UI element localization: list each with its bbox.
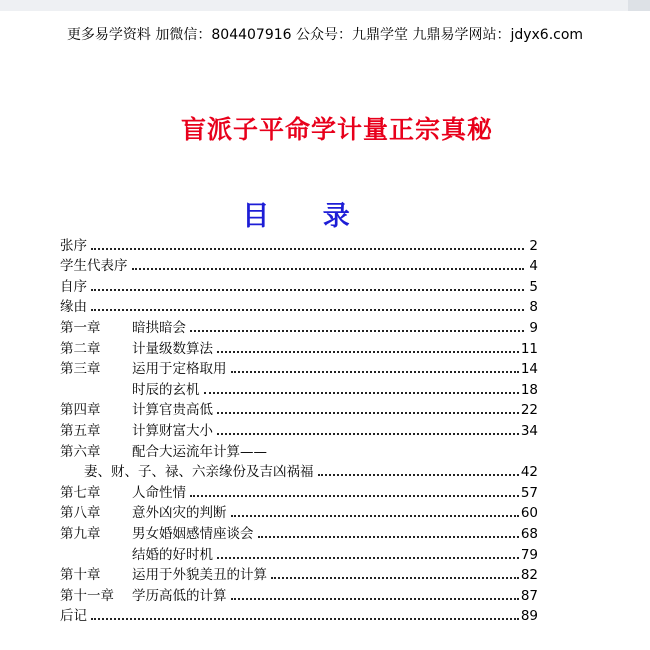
toc-page-number: 60 bbox=[520, 505, 538, 522]
toc-entry-title: 学历高低的计算 bbox=[132, 587, 227, 604]
toc-entry bbox=[60, 604, 538, 625]
toc-dot-leader bbox=[217, 350, 519, 353]
toc-page-number: 68 bbox=[520, 525, 538, 542]
toc-dot-leader bbox=[271, 576, 519, 579]
toc-dot-leader bbox=[91, 288, 524, 291]
toc-entry-title: 学生代表序 bbox=[60, 258, 128, 275]
toc-dot-leader bbox=[318, 473, 519, 476]
toc-entry-title: 人命性情 bbox=[132, 484, 186, 501]
toc-entry-title: 结婚的好时机 bbox=[132, 546, 213, 563]
toc-entry-title: 男女婚姻感情座谈会 bbox=[132, 525, 254, 542]
toc-page-number: 14 bbox=[520, 361, 538, 378]
toc-page-number: 4 bbox=[529, 258, 538, 275]
toc-entry bbox=[60, 233, 538, 254]
toc-page-number: 18 bbox=[520, 381, 538, 398]
toc-entry-title: 计量级数算法 bbox=[132, 340, 213, 357]
toc-entry bbox=[60, 336, 538, 357]
toc-page-number: 89 bbox=[520, 608, 538, 625]
toc-entry bbox=[60, 480, 538, 501]
toc-chapter-number: 第三章 bbox=[60, 361, 101, 378]
toc-entry bbox=[60, 460, 538, 481]
toc-entry-title: 妻、财、子、禄、六亲缘份及吉凶祸福 bbox=[84, 464, 314, 481]
toc-entry bbox=[60, 377, 538, 398]
toc-entry-title: 配合大运流年计算—— bbox=[132, 443, 267, 460]
toc-chapter-number: 第六章 bbox=[60, 443, 101, 460]
toc-dot-leader bbox=[91, 617, 519, 620]
toc-chapter-number: 第四章 bbox=[60, 402, 101, 419]
toc-chapter-number: 第一章 bbox=[60, 319, 101, 336]
toc-entry bbox=[60, 418, 538, 439]
toc-page-number: 2 bbox=[529, 237, 538, 254]
toc-chapter-number: 第五章 bbox=[60, 422, 101, 439]
toc-entry-title: 自序 bbox=[60, 278, 87, 295]
toc-entry-title: 运用于定格取用 bbox=[132, 361, 227, 378]
toc-entry bbox=[60, 563, 538, 584]
toc-entry-title: 暗拱暗会 bbox=[132, 319, 186, 336]
toc-dot-leader bbox=[217, 411, 519, 414]
toc-entry-title: 时辰的玄机 bbox=[132, 381, 200, 398]
toc-entry-title: 张序 bbox=[60, 237, 87, 254]
toc-heading: 目 录 bbox=[242, 201, 372, 232]
toc-page-number: 57 bbox=[520, 484, 538, 501]
toc-entry bbox=[60, 315, 538, 336]
toc-entry bbox=[60, 254, 538, 275]
toc-dot-leader bbox=[231, 514, 519, 517]
toc-entry bbox=[60, 357, 538, 378]
toc-dot-leader bbox=[190, 494, 519, 497]
toc-page-number: 42 bbox=[520, 464, 538, 481]
toc-chapter-number: 第八章 bbox=[60, 505, 101, 522]
toc-entry bbox=[60, 521, 538, 542]
toc-page-number: 79 bbox=[520, 546, 538, 563]
toc-dot-leader bbox=[204, 391, 519, 394]
toc-page-number: 8 bbox=[529, 299, 538, 316]
toc-entry-title: 缘由 bbox=[60, 299, 87, 316]
toc-chapter-number: 第二章 bbox=[60, 340, 101, 357]
toc-entry bbox=[60, 398, 538, 419]
toc-page-number: 11 bbox=[520, 340, 538, 357]
toc-page-number: 87 bbox=[520, 587, 538, 604]
toc-dot-leader bbox=[132, 267, 525, 270]
toc-entry bbox=[60, 274, 538, 295]
table-of-contents bbox=[60, 233, 538, 624]
toc-entry-title: 后记 bbox=[60, 608, 87, 625]
toc-dot-leader bbox=[91, 247, 524, 250]
header-promo-line: 更多易学资料 加微信：804407916 公众号：九鼎学堂 九鼎易学网站：jdyx6.com bbox=[66, 27, 584, 43]
toc-entry bbox=[60, 583, 538, 604]
toc-entry-title: 运用于外貌美丑的计算 bbox=[132, 567, 267, 584]
toc-dot-leader bbox=[231, 370, 519, 373]
toc-entry bbox=[60, 542, 538, 563]
toc-entry bbox=[60, 501, 538, 522]
toc-page-number: 34 bbox=[520, 422, 538, 439]
toc-chapter-number: 第十章 bbox=[60, 567, 101, 584]
document-title: 盲派子平命学计量正宗真秘 bbox=[180, 115, 493, 144]
toc-page-number: 5 bbox=[529, 278, 538, 295]
toc-dot-leader bbox=[217, 556, 519, 559]
toc-entry-title: 计算财富大小 bbox=[132, 422, 213, 439]
toc-dot-leader bbox=[217, 432, 519, 435]
toc-page-number: 22 bbox=[520, 402, 538, 419]
toc-dot-leader bbox=[231, 597, 519, 600]
toc-entry bbox=[60, 439, 538, 460]
toc-chapter-number: 第十一章 bbox=[60, 587, 114, 604]
window-corner-strip bbox=[628, 0, 650, 11]
toc-chapter-number: 第九章 bbox=[60, 525, 101, 542]
toc-page-number: 82 bbox=[520, 567, 538, 584]
toc-entry-title: 意外凶灾的判断 bbox=[132, 505, 227, 522]
toc-page-number: 9 bbox=[529, 319, 538, 336]
toc-dot-leader bbox=[258, 535, 519, 538]
toc-entry bbox=[60, 295, 538, 316]
window-top-bar bbox=[0, 0, 650, 11]
toc-entry-title: 计算官贵高低 bbox=[132, 402, 213, 419]
toc-dot-leader bbox=[190, 329, 524, 332]
toc-dot-leader bbox=[91, 308, 524, 311]
toc-chapter-number: 第七章 bbox=[60, 484, 101, 501]
